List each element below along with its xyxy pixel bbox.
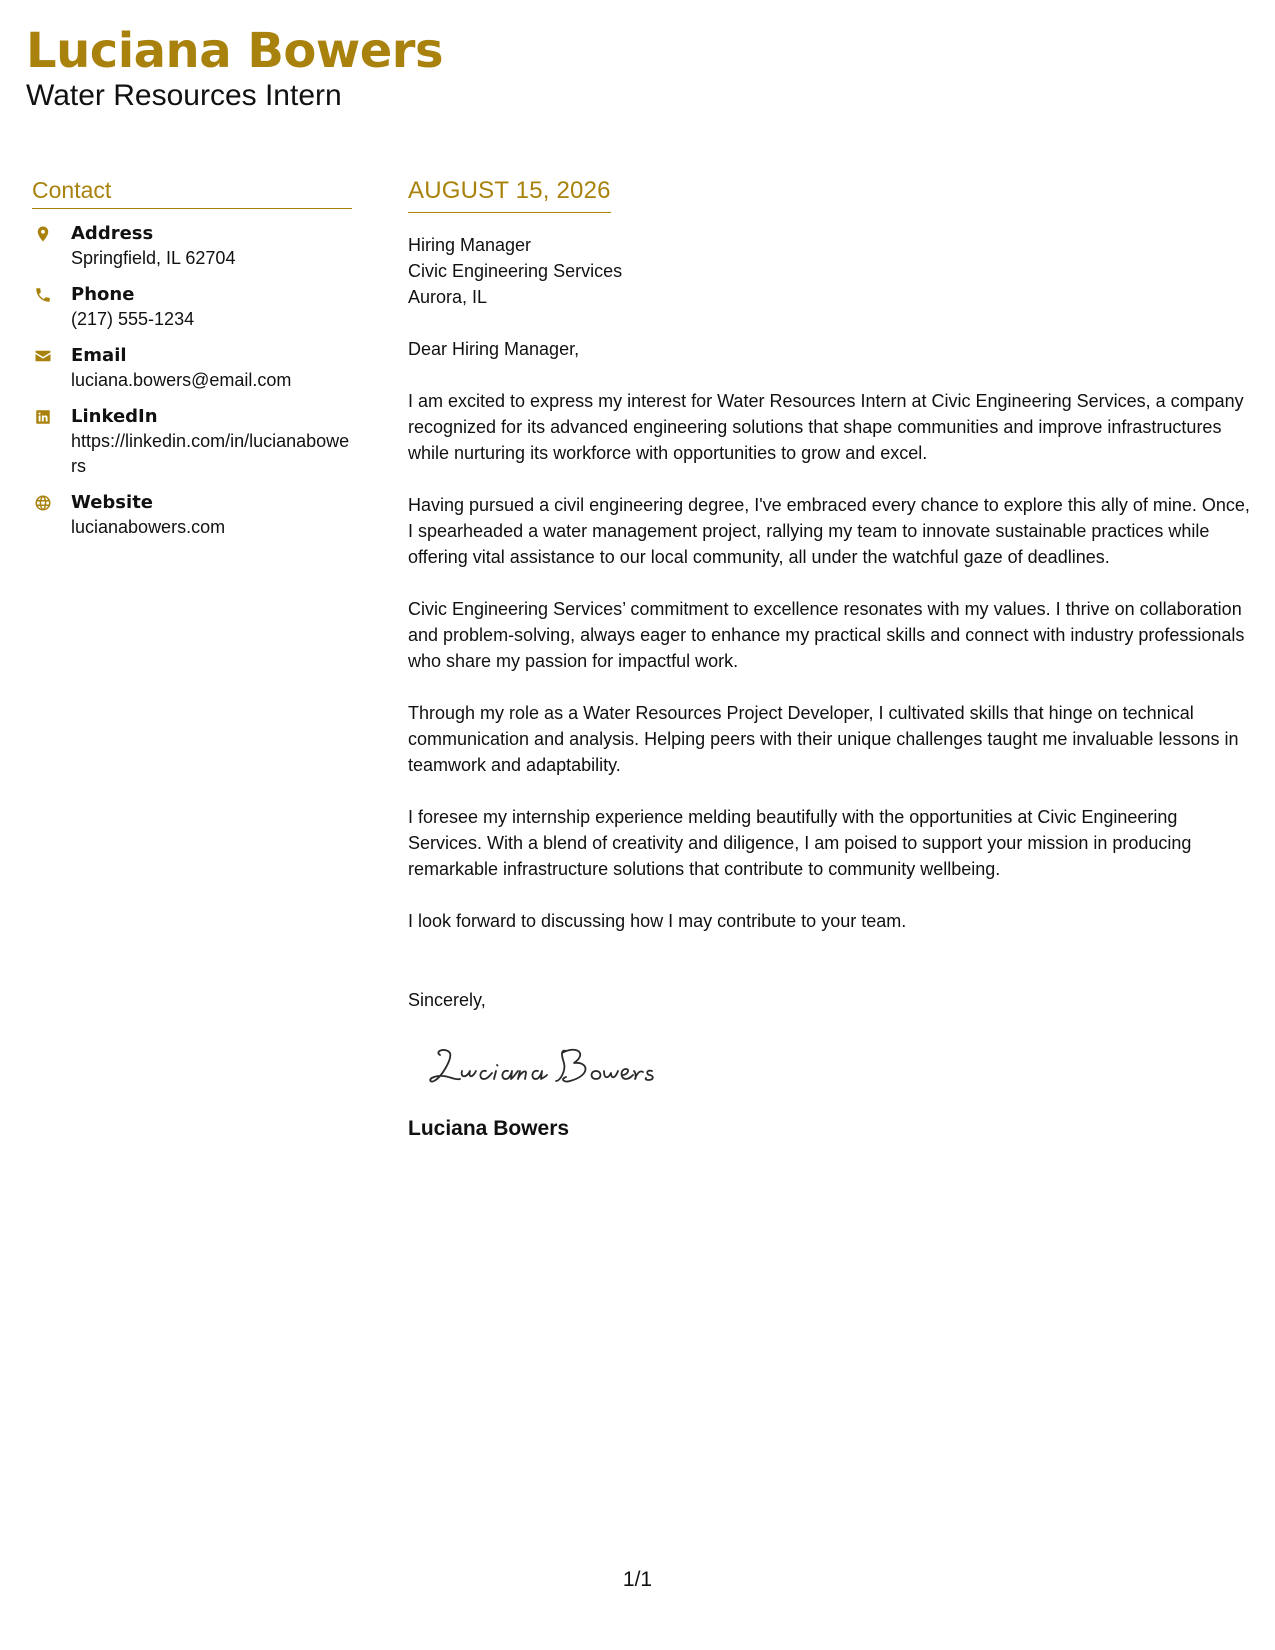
recipient-block [408,232,1254,310]
contact-heading: Contact [32,176,352,209]
envelope-icon [32,345,54,367]
job-title: Water Resources Intern [26,79,342,112]
phone-icon [32,284,54,306]
contact-label-linkedin: LinkedIn [71,406,158,427]
website-value: lucianabowers.com [71,517,226,537]
address-value: Springfield, IL 62704 [71,248,236,268]
letter-paragraph: Through my role as a Water Resources Project Developer, I cultivated skills that hinge on technical communication and analysis. Helping peers with their unique challenges taught me invaluable lessons in teamwork and adaptability. [408,703,1239,775]
contact-item-phone [32,282,352,332]
signed-name: Luciana Bowers [408,1117,570,1140]
phone-value: (217) 555-1234 [71,309,195,329]
handwritten-signature [420,1037,670,1097]
candidate-name: Luciana Bowers [26,23,444,79]
linkedin-value: https://linkedin.com/in/lucianabowers [71,431,350,476]
contact-sidebar [32,176,352,551]
letter-paragraph: I look forward to discussing how I may contribute to your team. [408,911,907,931]
contact-item-address [32,221,352,271]
contact-label-website: Website [71,492,154,513]
email-value: luciana.bowers@email.com [71,370,292,390]
letter-body [408,176,1254,1143]
linkedin-icon [32,406,54,428]
salutation: Dear Hiring Manager, [408,339,580,359]
letter-paragraph: Civic Engineering Services’ commitment to excellence resonates with my values. I thrive on collaboration and problem-solving, always eager to enhance my practical skills and connect with industry professionals who share my passion for impactful work. [408,599,1245,671]
contact-label-address: Address [71,223,154,244]
recipient-line: Aurora, IL [408,287,488,307]
letter-date: AUGUST 15, 2026 [408,176,611,213]
letter-paragraph: I foresee my internship experience melding beautifully with the opportunities at Civic Engineering Services. With a blend of creativity and diligence, I am poised to support your mission in producing remarkable infrastructure solutions that contribute to community wellbeing. [408,807,1192,879]
contact-item-website [32,490,352,540]
closing: Sincerely, [408,990,486,1010]
letter-paragraph: I am excited to express my interest for Water Resources Intern at Civic Engineering Services, a company recognized for its advanced engineering solutions that shape communities and improve infrastructures while nurturing its workforce with opportunities to grow and excel. [408,391,1244,463]
contact-list [32,221,352,540]
recipient-line: Hiring Manager [408,235,532,255]
contact-item-email [32,343,352,393]
contact-item-linkedin [32,404,352,479]
header [26,22,443,114]
letter-paragraph: Having pursued a civil engineering degree, I've embraced every chance to explore this ally of mine. Once, I spearheaded a water management project, rallying my team to innovate sustainable practices while offering vital assistance to our local community, all under the watchful gaze of deadlines. [408,495,1250,567]
page-number: 1/1 [622,1568,653,1591]
globe-icon [32,492,54,514]
contact-label-email: Email [71,345,127,366]
recipient-line: Civic Engineering Services [408,261,623,281]
map-pin-icon [32,223,54,245]
contact-label-phone: Phone [71,284,135,305]
